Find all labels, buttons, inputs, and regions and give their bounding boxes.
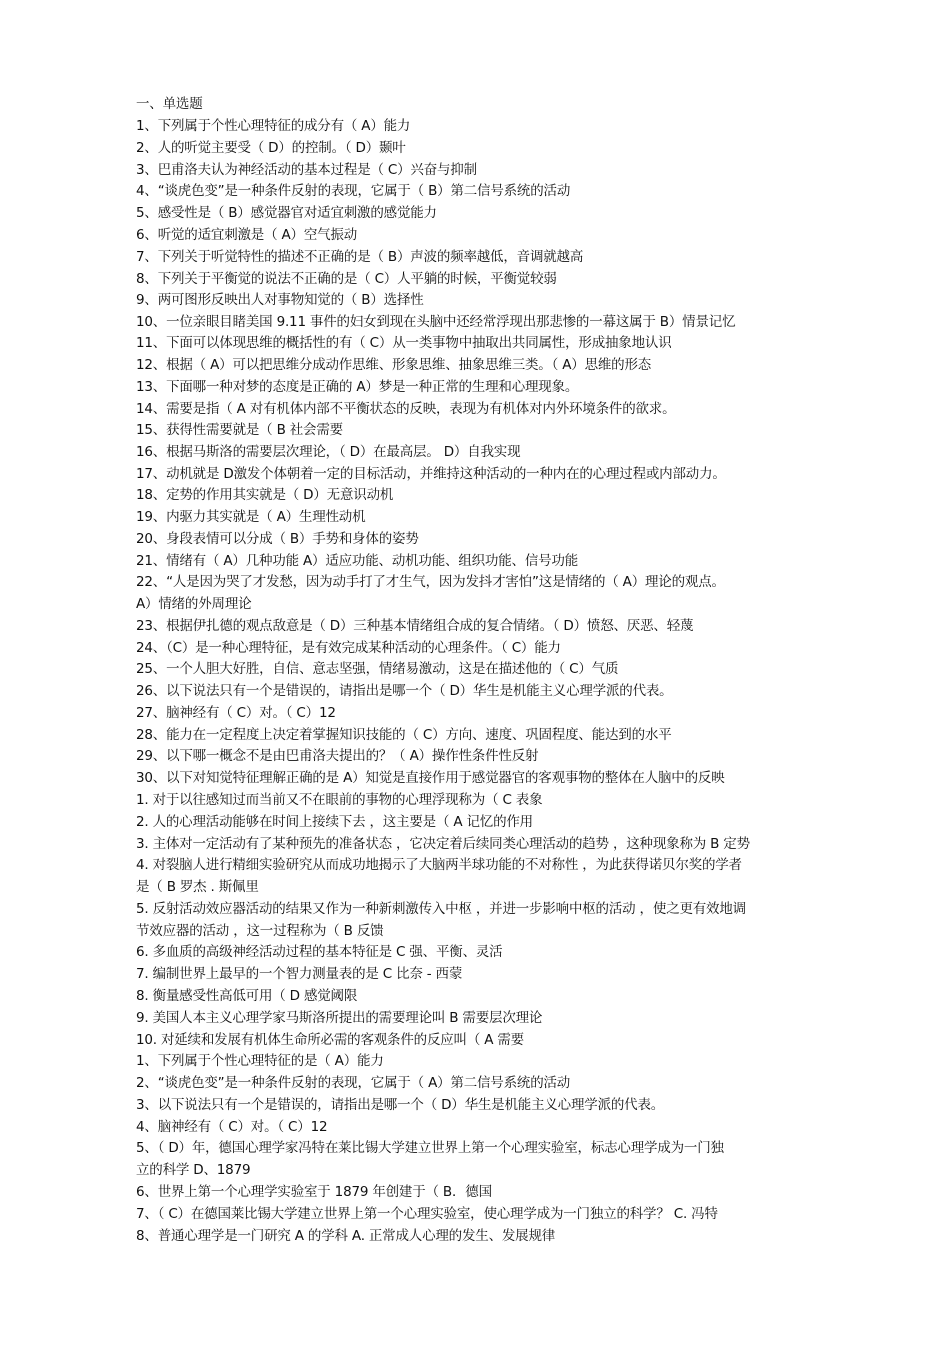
text-line: 7、下列关于听觉特性的描述不正确的是（ B）声波的频率越低，音调就越高 <box>136 249 584 265</box>
text-line: 4、脑神经有（ C）对。（ C）12 <box>136 1119 328 1135</box>
text-line: 3、以下说法只有一个是错误的，请指出是哪一个（ D）华生是机能主义心理学派的代表。 <box>136 1097 665 1113</box>
text-line: 8、普通心理学是一门研究 A 的学科 A. 正常成人心理的发生、发展规律 <box>136 1228 556 1244</box>
text-line: 19、内驱力其实就是（ A）生理性动机 <box>136 509 366 525</box>
text-line: 7. 编制世界上最早的一个智力测量表的是 C 比奈 - 西蒙 <box>136 966 463 982</box>
text-line: 5、（ D）年，德国心理学家冯特在莱比锡大学建立世界上第一个心理实验室，标志心理学成为一门独 <box>136 1140 724 1156</box>
text-line: 28、能力在一定程度上决定着掌握知识技能的（ C）方向、速度、巩固程度、能达到的水平 <box>136 727 672 743</box>
text-line: 4. 对裂脑人进行精细实验研究从而成功地揭示了大脑两半球功能的不对称性 ，为此获得诺贝尔奖的学者 <box>136 857 742 873</box>
text-line: 一、单选题 <box>136 96 203 112</box>
text-line: 5. 反射活动效应器活动的结果又作为一种新刺激传入中枢 ，并进一步影响中枢的活动 ，使之更有效地调 <box>136 901 746 917</box>
text-line: 24、（C）是一种心理特征，是有效完成某种活动的心理条件。（ C）能力 <box>136 640 561 656</box>
text-line: 1. 对于以往感知过而当前又不在眼前的事物的心理浮现称为（ C 表象 <box>136 792 543 808</box>
text-line: 23、根据伊扎德的观点敌意是（ D）三种基本情绪组合成的复合情绪。（ D）愤怒、厌恶、轻蔑 <box>136 618 694 634</box>
text-line: 10、一位亲眼目睹美国 9.11 事件的妇女到现在头脑中还经常浮现出那悲惨的一幕这属于 B）情景记忆 <box>136 314 736 330</box>
text-line: 2、人的听觉主要受（ D）的控制。（ D）颞叶 <box>136 140 406 156</box>
text-line: 2. 人的心理活动能够在时间上接续下去 ，这主要是（ A 记忆的作用 <box>136 814 533 830</box>
text-line: 29、以下哪一概念不是由巴甫洛夫提出的？（ A）操作性条件性反射 <box>136 748 539 764</box>
text-line: 30、以下对知觉特征理解正确的是 A）知觉是直接作用于感觉器官的客观事物的整体在人脑中的反映 <box>136 770 725 786</box>
text-line: 20、身段表情可以分成（ B）手势和身体的姿势 <box>136 531 419 547</box>
text-line: 8. 衡量感受性高低可用（ D 感觉阈限 <box>136 988 358 1004</box>
text-line: 27、脑神经有（ C）对。（ C）12 <box>136 705 336 721</box>
text-line: 15、获得性需要就是（ B 社会需要 <box>136 422 343 438</box>
text-line: 节效应器的活动 ，这一过程称为（ B 反馈 <box>136 923 384 939</box>
text-line: 12、根据（ A）可以把思维分成动作思维、形象思维、抽象思维三类。（ A）思维的形态 <box>136 357 652 373</box>
text-line: 22、“人是因为哭了才发愁，因为动手打了才生气，因为发抖才害怕”这是情绪的（ A）理论的观点。 <box>136 574 725 590</box>
text-line: 16、根据马斯洛的需要层次理论，（ D）在最高层。 D）自我实现 <box>136 444 521 460</box>
text-line: 是（ B 罗杰 . 斯佩里 <box>136 879 259 895</box>
text-line: A）情绪的外周理论 <box>136 596 252 612</box>
text-line: 8、下列关于平衡觉的说法不正确的是（ C）人平躺的时候，平衡觉较弱 <box>136 271 557 287</box>
text-line: 3、巴甫洛夫认为神经活动的基本过程是（ C）兴奋与抑制 <box>136 162 477 178</box>
text-line: 7、（ C）在德国莱比锡大学建立世界上第一个心理实验室，使心理学成为一门独立的科学？ C. 冯特 <box>136 1206 718 1222</box>
text-line: 11、下面可以体现思维的概括性的有（ C）从一类事物中抽取出共同属性，形成抽象地认识 <box>136 335 672 351</box>
text-line: 21、情绪有（ A）几种功能 A）适应功能、动机功能、组织功能、信号功能 <box>136 553 579 569</box>
text-line: 14、需要是指（ A 对有机体内部不平衡状态的反映，表现为有机体对内外环境条件的欲求。 <box>136 401 676 417</box>
text-line: 6、听觉的适宜刺激是（ A）空气振动 <box>136 227 358 243</box>
text-line: 1、下列属于个性心理特征的成分有（ A）能力 <box>136 118 411 134</box>
text-line: 4、“谈虎色变”是一种条件反射的表现，它属于（ B）第二信号系统的活动 <box>136 183 571 199</box>
text-line: 13、下面哪一种对梦的态度是正确的 A）梦是一种正常的生理和心理现象。 <box>136 379 579 395</box>
text-line: 1、下列属于个性心理特征的是（ A）能力 <box>136 1053 384 1069</box>
text-line: 6. 多血质的高级神经活动过程的基本特征是 C 强、平衡、灵活 <box>136 944 503 960</box>
text-line: 10. 对延续和发展有机体生命所必需的客观条件的反应叫（ A 需要 <box>136 1032 524 1048</box>
text-line: 26、以下说法只有一个是错误的，请指出是哪一个（ D）华生是机能主义心理学派的代表。 <box>136 683 673 699</box>
text-line: 25、一个人胆大好胜，自信、意志坚强，情绪易激动，这是在描述他的（ C）气质 <box>136 661 619 677</box>
text-line: 9. 美国人本主义心理学家马斯洛所提出的需要理论叫 B 需要层次理论 <box>136 1010 543 1026</box>
text-line: 3. 主体对一定活动有了某种预先的准备状态 ，它决定着后续同类心理活动的趋势 ，这种现象称为 B 定势 <box>136 836 750 852</box>
text-line: 2、“谈虎色变”是一种条件反射的表现，它属于（ A）第二信号系统的活动 <box>136 1075 571 1091</box>
text-line: 18、定势的作用其实就是（ D）无意识动机 <box>136 487 394 503</box>
text-line: 9、两可图形反映出人对事物知觉的（ B）选择性 <box>136 292 424 308</box>
text-line: 立的科学 D、1879 <box>136 1162 251 1178</box>
text-line: 6、世界上第一个心理学实验室于 1879 年创建于（ B．德国 <box>136 1184 492 1200</box>
text-line: 17、动机就是 D激发个体朝着一定的目标活动，并维持这种活动的一种内在的心理过程或内部动力。 <box>136 466 726 482</box>
text-line: 5、感受性是（ B）感觉器官对适宜刺激的感觉能力 <box>136 205 437 221</box>
